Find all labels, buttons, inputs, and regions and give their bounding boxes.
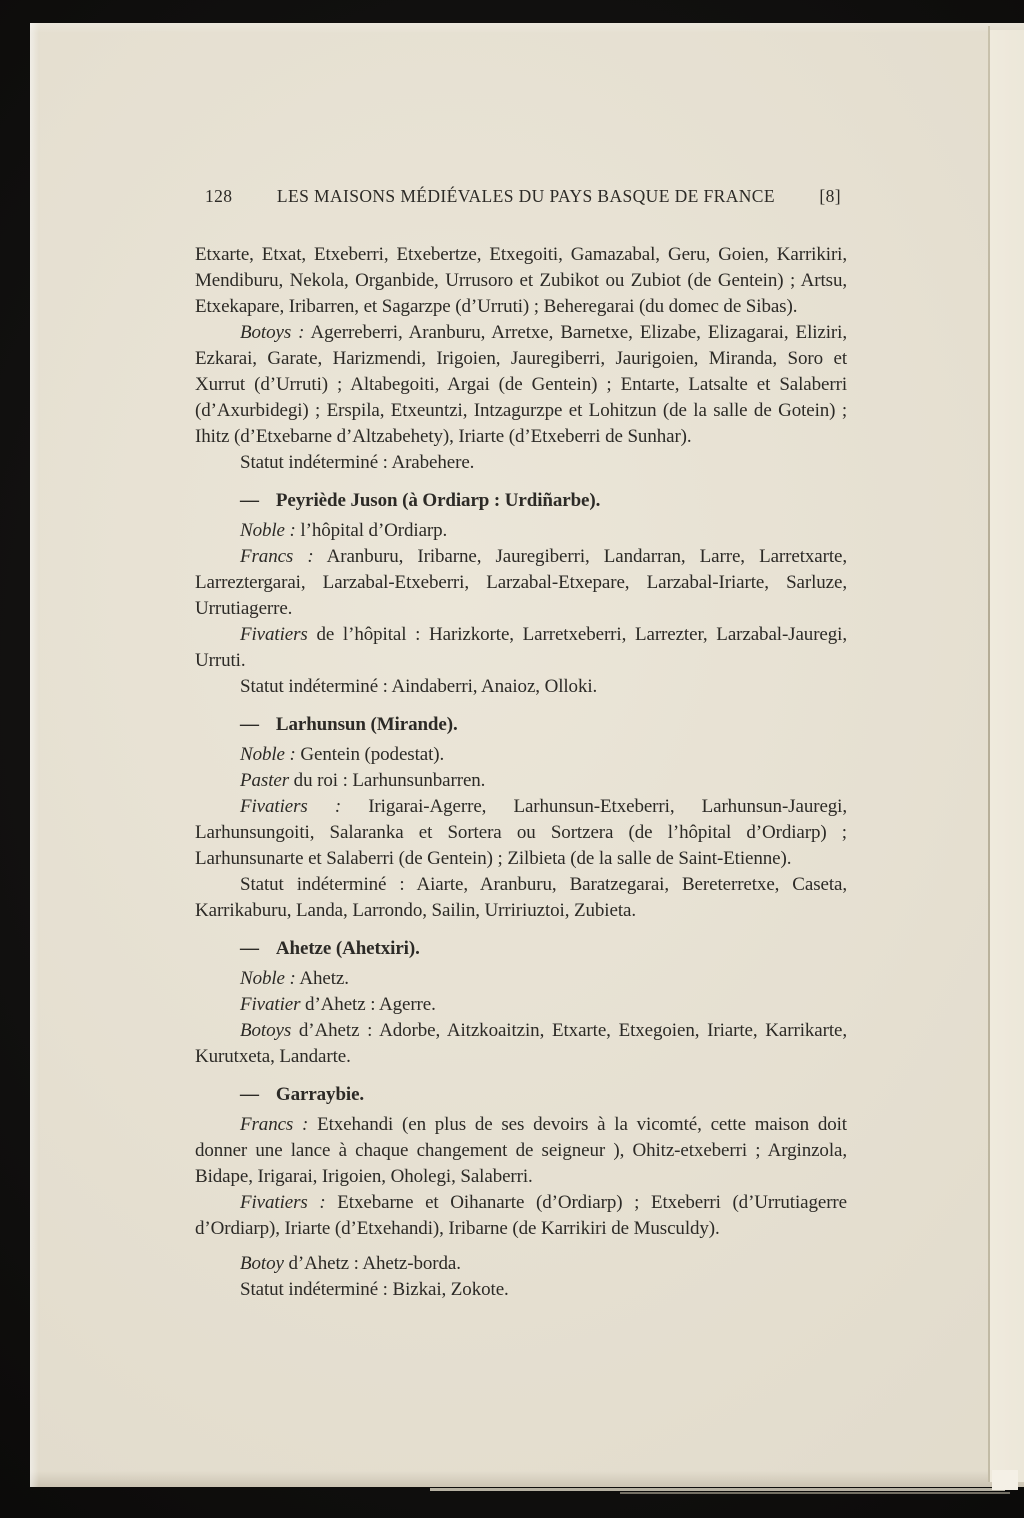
paragraph (195, 768, 847, 794)
running-head (195, 183, 847, 209)
next-page-edge (990, 30, 1024, 1482)
paragraph (195, 794, 847, 872)
paragraph (195, 1251, 847, 1277)
term-italic: Fivatiers : (240, 796, 342, 817)
paragraph-text: Gentein (podestat). (295, 744, 445, 765)
term-italic: Fivatiers : (240, 1192, 326, 1213)
paragraph-text: d’Ahetz : Ahetz-borda. (283, 1253, 461, 1274)
page-stack-edge (430, 1488, 1005, 1491)
term-italic: Noble : (240, 968, 296, 989)
bottom-corner-page-edge (992, 1470, 1018, 1490)
paragraph (195, 1277, 847, 1303)
heading-dash: — (240, 714, 259, 735)
heading-text: Ahetze (Ahetxiri). (275, 938, 420, 959)
paragraph-text: Agerreberri, Aranburu, Arretxe, Barnetxe, Elizabe, Elizagarai, Eliziri, Ezkarai, Garate, Harizmendi, Irigoien, Jauregiberri, Jaurigoien, Miranda, Soro et Xurrut (d’Urruti) ; Altabegoiti, Argai (de Gentein) ; Entarte, Latsalte et Salaberri (d’Axurbidegi) ; Erspila, Etxeuntzi, Intzagurzpe et Lohitzun (de la salle de Gotein) ; Ihitz (d’Etxebarne d’Altzabehety), Iriarte (d’Etxeberri de Sunhar). (195, 322, 847, 447)
paragraph-text: Statut indéterminé : Aiarte, Aranburu, Baratzegarai, Bereterretxe, Caseta, Karrikaburu, Landa, Larrondo, Sailin, Urririuztoi, Zubieta. (195, 874, 847, 921)
paragraph-text: Statut indéterminé : Aindaberri, Anaioz, Olloki. (240, 676, 598, 697)
paragraph-text: Aranburu, Iribarne, Jauregiberri, Landarran, Larre, Larretxarte, Larreztergarai, Larzabal-Etxeberri, Larzabal-Etxepare, Larzabal-Iriarte, Sarluze, Urrutiagerre. (195, 546, 847, 619)
section-heading (240, 1082, 847, 1108)
paragraph-text: d’Ahetz : Adorbe, Aitzkoaitzin, Etxarte, Etxegoien, Iriarte, Karrikarte, Kurutxeta, Landarte. (195, 1020, 847, 1067)
paragraph-text: du roi : Larhunsunbarren. (289, 770, 486, 791)
paragraph (195, 1018, 847, 1070)
term-italic: Fivatiers (240, 624, 308, 645)
paragraph (195, 544, 847, 622)
term-italic: Noble : (240, 744, 296, 765)
section-heading (240, 712, 847, 738)
paragraph-text: Etxebarne et Oihanarte (d’Ordiarp) ; Etxeberri (d’Urrutiagerre d’Ordiarp), Iriarte (d’Etxehandi), Iribarne (de Karrikiri de Musculdy). (195, 1192, 847, 1239)
paragraph-text: d’Ahetz : Agerre. (300, 994, 436, 1015)
heading-text: Larhunsun (Mirande). (275, 714, 458, 735)
section-heading (240, 488, 847, 514)
book-page (30, 23, 1024, 1487)
folio-number: [8] (819, 186, 841, 206)
heading-text: Peyriède Juson (à Ordiarp : Urdiñarbe). (275, 490, 601, 511)
running-title: LES MAISONS MÉDIÉVALES DU PAYS BASQUE DE FRANCE (276, 186, 775, 206)
paragraph-text: Etxarte, Etxat, Etxeberri, Etxebertze, Etxegoiti, Gamazabal, Geru, Goien, Karrikiri, Mendiburu, Nekola, Organbide, Urrusoro et Zubikot ou Zubiot (de Gentein) ; Artsu, Etxekapare, Iribarren, et Sagarzpe (d’Urruti) ; Beheregarai (du domec de Sibas). (195, 244, 847, 317)
term-italic: Francs : (240, 546, 314, 567)
page-text-flow (195, 242, 847, 1303)
paragraph (195, 742, 847, 768)
page-stack-edge-lower (620, 1492, 1010, 1494)
term-italic: Botoys (240, 1020, 292, 1041)
term-italic: Paster (240, 770, 290, 791)
heading-dash: — (240, 1084, 259, 1105)
paragraph-text: Statut indéterminé : Bizkai, Zokote. (240, 1279, 509, 1300)
term-italic: Botoy (240, 1253, 284, 1274)
section-heading (240, 936, 847, 962)
term-italic: Noble : (240, 520, 296, 541)
paragraph-text: l’hôpital d’Ordiarp. (295, 520, 448, 541)
paragraph (195, 966, 847, 992)
paragraph (195, 1112, 847, 1190)
paragraph (195, 1190, 847, 1242)
paragraph (195, 320, 847, 450)
paragraph (195, 674, 847, 700)
paragraph (195, 872, 847, 924)
paragraph (195, 992, 847, 1018)
paragraph (195, 622, 847, 674)
paragraph-text: Etxehandi (en plus de ses devoirs à la vicomté, cette maison doit donner une lance à chaque changement de seigneur ), Ohitz-etxeberri ; Arginzola, Bidape, Irigarai, Irigoien, Oholegi, Salaberri. (195, 1114, 847, 1187)
paragraph (195, 450, 847, 476)
heading-dash: — (240, 490, 259, 511)
paragraph-text: Irigarai-Agerre, Larhunsun-Etxeberri, Larhunsun-Jauregi, Larhunsungoiti, Salaranka et Sortera ou Sortzera (de l’hôpital d’Ordiarp) ; Larhunsunarte et Salaberri (de Gentein) ; Zilbieta (de la salle de Saint-Etienne). (195, 796, 848, 869)
heading-text: Garraybie. (275, 1084, 365, 1105)
paragraph-text: de l’hôpital : Harizkorte, Larretxeberri, Larrezter, Larzabal-Jauregi, Urruti. (195, 624, 847, 671)
paragraph (195, 518, 847, 544)
term-italic: Botoys : (240, 322, 305, 343)
paragraph-text: Statut indéterminé : Arabehere. (240, 452, 475, 473)
term-italic: Fivatier (240, 994, 301, 1015)
paragraph (195, 242, 847, 320)
heading-dash: — (240, 938, 259, 959)
term-italic: Francs : (240, 1114, 309, 1135)
page-number: 128 (205, 186, 233, 206)
paragraph-text: Ahetz. (295, 968, 349, 989)
page-content (195, 183, 847, 1303)
